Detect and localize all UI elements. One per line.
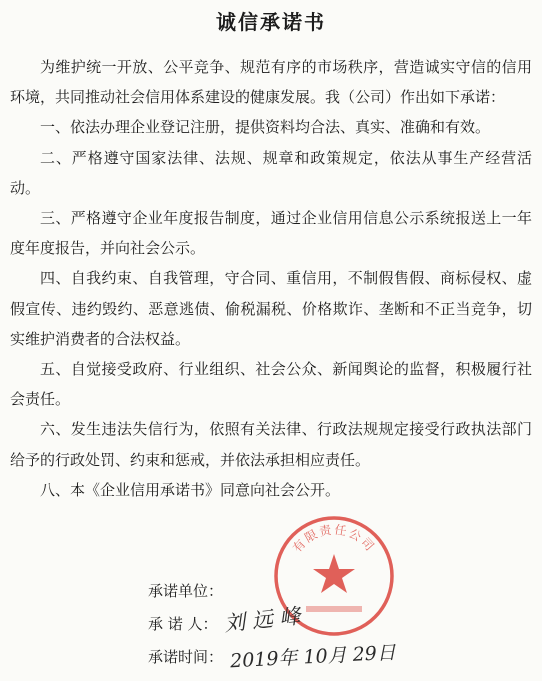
paragraph-item-3: 三、严格遵守企业年度报告制度，通过企业信用信息公示系统报送上一年度年度报告，并向社会公示。 (10, 209, 532, 258)
paragraph-item-8: 八、本《企业信用承诺书》同意向社会公开。 (40, 480, 341, 499)
signing-unit-label: 承诺单位： (148, 582, 224, 600)
paragraph-item-5: 五、自觉接受政府、行业组织、社会公众、新闻舆论的监督，积极履行社会责任。 (10, 360, 532, 409)
paragraph-item-2: 二、严格遵守国家法律、法规、规章和政策规定，依法从事生产经营活动。 (10, 148, 532, 197)
paragraph-item-4: 四、自我约束、自我管理，守合同、重信用，不制假售假、商标侵权、虚假宣传、违约毁约、恶意逃债、偷税漏税、价格欺诈、垄断和不正当竞争，切实维护消费者的合法权益。 (10, 269, 532, 348)
signing-time-label: 承诺时间： (148, 648, 224, 666)
seal-star-icon (313, 554, 355, 593)
paragraph-item-6: 六、发生违法失信行为，依照有关法律、行政法规规定接受行政执法部门给予的行政处罚、约束和惩戒，并依法承担相应责任。 (10, 420, 532, 469)
seal-text: 有限责任公司 (289, 522, 378, 556)
document-title: 诚信承诺书 (216, 10, 326, 34)
signing-person-label: 承 诺 人： (148, 615, 218, 633)
document-body (10, 52, 532, 505)
handwritten-signature: 刘 远 峰 (223, 604, 302, 636)
handwritten-date: 2019年 10月 29日 (229, 641, 397, 673)
paragraph-intro: 为维护统一开放、公平竞争、规范有序的市场秩序，营造诚实守信的信用环境，共同推动社会信用体系建设的健康发展。我（公司）作出如下承诺： (10, 58, 532, 107)
paragraph-item-1: 一、依法办理企业登记注册，提供资料均合法、真实、准确和有效。 (40, 118, 491, 137)
